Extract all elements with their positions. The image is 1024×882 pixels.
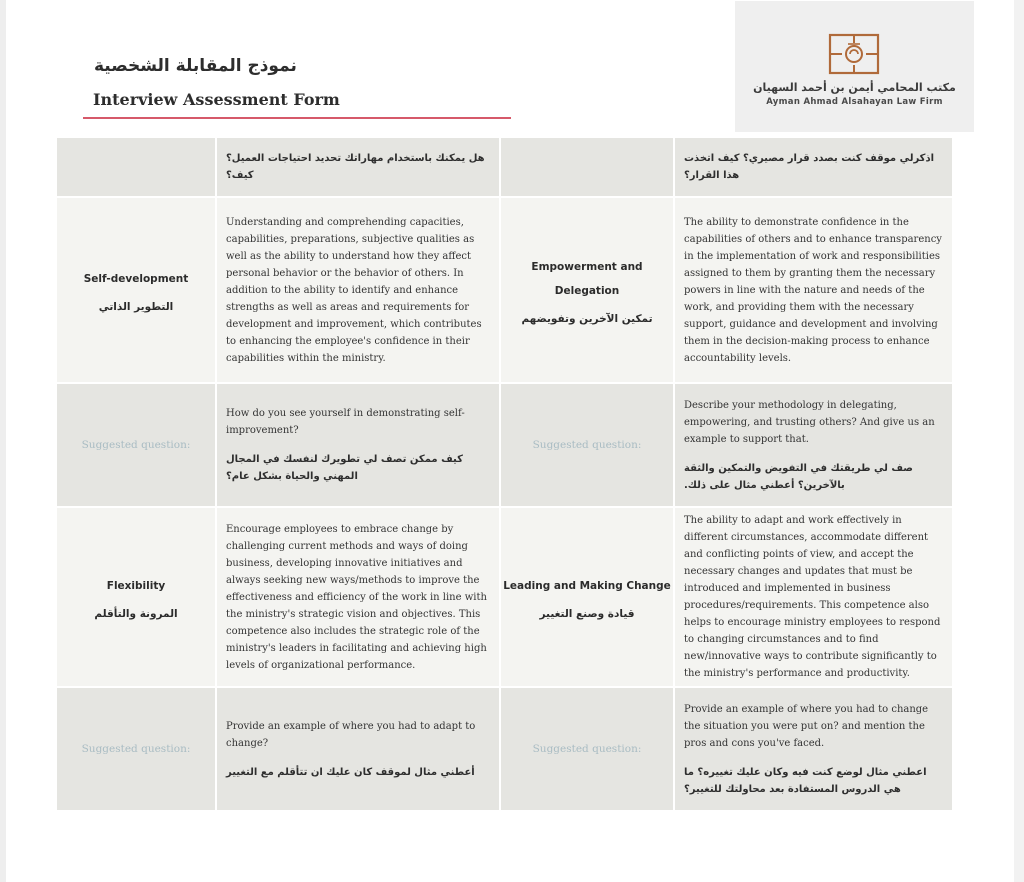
question-english: Provide an example of where you had to adapt to change?	[226, 720, 476, 749]
table-cell	[57, 688, 217, 812]
table-cell	[217, 508, 501, 688]
competency-description: The ability to adapt and work effectively in different circumstances, accommodate different and conflicting points of view, and accept the necessary changes and updates that must be introduced and implemented in business procedures/requirements. This competence also helps to encourage ministry employees to respond to changing circumstances and to find new/innovative ways to contribute significantly to the ministry's performance and productivity.	[684, 515, 941, 679]
table-cell	[217, 138, 501, 198]
table-row	[57, 198, 954, 384]
competency-cell	[501, 198, 675, 384]
suggested-question-label: Suggested question:	[81, 743, 191, 755]
table-cell	[217, 198, 501, 384]
table-cell	[501, 384, 675, 508]
form-title-english: Interview Assessment Form	[93, 90, 340, 109]
competency-cell	[57, 508, 217, 688]
table-cell	[501, 688, 675, 812]
scales-emblem-icon	[828, 33, 880, 75]
law-firm-logo	[735, 1, 974, 132]
suggested-question-label: Suggested question:	[532, 439, 642, 451]
competency-title: Self-development	[83, 273, 189, 285]
question-arabic: هل يمكنك باستخدام مهاراتك تحديد احتياجات العميل؟ كيف؟	[226, 153, 485, 181]
page-edge-left	[0, 0, 6, 882]
empty-cell	[501, 138, 675, 198]
table-row	[57, 508, 954, 688]
suggested-question-label: Suggested question:	[532, 743, 642, 755]
title-underline	[83, 117, 511, 119]
competency-cell	[57, 198, 217, 384]
page-edge-right	[1014, 0, 1024, 882]
firm-name-english: Ayman Ahmad Alsahayan Law Firm	[766, 97, 943, 107]
table-cell	[675, 138, 954, 198]
table-cell	[217, 688, 501, 812]
table-row	[57, 384, 954, 508]
competency-description: Encourage employees to embrace change by challenging current methods and ways of doing business, developing innovative initiatives and always seeking new ways/methods to improve the effectiveness and efficiency of the work in line with the ministry's strategic vision and objectives. This competence also includes the strategic role of the ministry's leaders in facilitating and achieving high levels of organizational performance.	[226, 523, 487, 671]
firm-name-arabic: مكتب المحامي أيمن بن أحمد السهيان	[753, 81, 956, 94]
competency-description: Understanding and comprehending capacities, capabilities, preparations, subjective qualities as well as the ability to understand how they affect personal behavior or the behavior of others. In addition to the ability to identify and enhance strengths as well as areas and requirements for development and improvement, which contributes to enhancing the employee's confidence in their capabilities within the ministry.	[226, 216, 482, 364]
table-cell	[675, 688, 954, 812]
table-cell	[675, 198, 954, 384]
question-english: How do you see yourself in demonstrating self-improvement?	[226, 408, 465, 436]
competency-description: The ability to demonstrate confidence in the capabilities of others and to enhance transparency in the implementation of work and responsibilities assigned to them by granting them the necessary powers in line with the nature and needs of the work, and providing them with the necessary support, guidance and development and involving them in the decision-making process to enhance accountability levels.	[684, 216, 942, 364]
assessment-table	[57, 138, 954, 812]
question-arabic: صف لي طريقتك في التفويض والتمكين والثقة بالآخرين؟ أعطني مثال على ذلك.	[684, 462, 913, 491]
table-cell	[675, 384, 954, 508]
competency-title-arabic: التطوير الذاتي	[98, 301, 174, 313]
empty-cell	[57, 138, 217, 198]
table-row	[57, 688, 954, 812]
table-cell	[675, 508, 954, 688]
competency-title-arabic: تمكين الآخرين وتفويضهم	[521, 313, 653, 325]
competency-title: Flexibility	[106, 580, 166, 592]
competency-title-arabic: قيادة وصنع التغيير	[539, 608, 635, 620]
question-arabic: كيف ممكن تصف لي تطويرك لنفسك في المجال المهني والحياة بشكل عام؟	[226, 454, 463, 482]
competency-title: Empowerment and Delegation	[531, 261, 643, 297]
question-english: Describe your methodology in delegating, empowering, and trusting others? And give us an example to support that.	[684, 399, 935, 445]
form-title-arabic: نموذج المقابلة الشخصية	[94, 56, 297, 76]
question-arabic: اذكرلي موقف كنت بصدد قرار مصيري؟ كيف اتخذت هذا القرار؟	[684, 153, 935, 181]
competency-title-arabic: المرونة والتأقلم	[94, 608, 178, 620]
question-arabic: أعطني مثال لموقف كان عليك ان تتأقلم مع التغيير	[226, 766, 475, 778]
suggested-question-label: Suggested question:	[81, 439, 191, 451]
question-arabic: اعطني مثال لوضع كنت فيه وكان عليك تغييره؟ ما هي الدروس المستفادة بعد محاولتك للتغيير؟	[684, 766, 927, 795]
question-english: Provide an example of where you had to change the situation you were put on? and mention the pros and cons you've faced.	[684, 703, 929, 749]
competency-cell	[501, 508, 675, 688]
table-row	[57, 138, 954, 198]
competency-title: Leading and Making Change	[503, 580, 671, 592]
table-cell	[57, 384, 217, 508]
table-cell	[217, 384, 501, 508]
